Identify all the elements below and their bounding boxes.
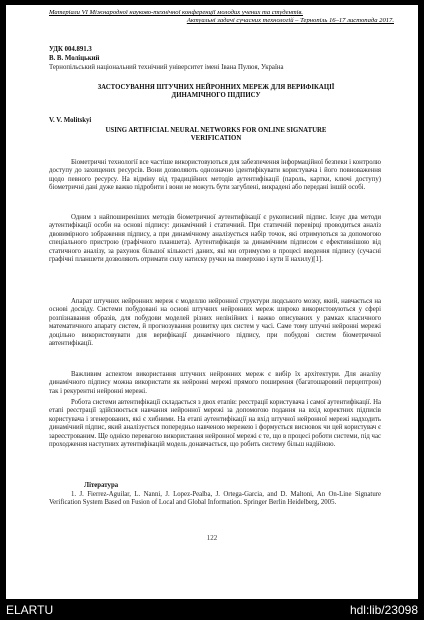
running-header-line1: Матеріали VI Міжнародної науково-технічної конференції молодих учених та студентів. [49,9,303,16]
title-en: USING ARTIFICIAL NEURAL NETWORKS FOR ONLINE SIGNATURE VERIFICATION [105,127,327,143]
footer-bar [0,599,424,620]
paragraph-4: Важливим аспектом використання штучних нейронних мереж є вибір їх архітектури. Для аналізу динамічного підпису можна використати як нейронні мережі прямого поширення (багатошаровий перцептрон) так і рекурентні нейронні мережі. [49,371,381,395]
references-heading: Література [84,482,119,489]
paragraph-3: Апарат штучних нейронних мереж є моделлю нейронної структури людського мозку, який, навчається на основі досвіду. Системи побудовані на основі штучних нейронних мереж широко використовуються у сфері розпізнавання образів, для побудови моделей різних нелінійних і важко описуваних у рамках класичного математичного апарату систем, й прогнозування розвитку цих систем у часі. Саме тому штучні нейронні мережі доцільно використовувати для верифікації динамічного підпису, при побудові систем біометричної автентифікації. [49,298,381,348]
author-en: V. V. Molitskyi [49,117,92,124]
page-number: 122 [206,534,218,542]
title-uk: ЗАСТОСУВАННЯ ШТУЧНИХ НЕЙРОННИХ МЕРЕЖ ДЛЯ ВЕРИФІКАЦІЇ ДИНАМІЧНОГО ПІДПИСУ [97,84,335,100]
affiliation: Тернопільський національний технічний університет імені Івана Пулюя, Україна [49,64,284,71]
author-uk: В. В. Моліцький [49,55,100,62]
footer-handle: hdl:lib/23098 [349,603,418,617]
udc-code: УДК 004.891.3 [49,46,92,53]
running-header-line2: Актуальні задачі сучасних технологій – Тернопіль 16–17 листопада 2017. [186,17,394,24]
footer-repository: ELARTU [6,603,54,617]
paragraph-5: Робота системи автентифікації складається з двох етапів: реєстрації користувача і самої аутентифікації. На етапі реєстрації здійснюється навчання нейронної мережі за допомогою подання на вхід коректних підписів користувача і згенерованих, які є хибними. На етапі аутентифікації на вхід штучної нейронної мережі надходить динамічний підпис, який аналізується попередньо навченою мережею і формується висновок чи цей користувач є зареєстрованим. Ще однією перевагою використання нейронної мережі є те, що в процесі роботи системи, під час проходження наступних аутентифікацій модель донавчається, що робить систему більш надійною. [49,399,381,449]
document-page [6,5,418,599]
reference-1: 1. J. Fierrez-Aguilar, L. Nanni, J. Lopez-Pealba, J. Ortega-Garcia, and D. Maltoni, An On-Line Signature Verification System Based on Fusion of Local and Global Information. Springer Berlin Heidelberg, 2005. [49,491,381,507]
paragraph-1: Біометричні технології все частіше використовуються для забезпечення інформаційної безпеки і контролю доступу до захищених ресурсів. Вони дозволяють однозначно ідентифікувати користувача і його повноваження щодо певного ресурсу. На відміну від традиційних методів аутентифікації (пароль, картки, ключі доступу) біометричні дані дуже важко підробити і вони не можуть бути загублені, викрадені або передані іншій особі. [49,159,381,192]
paragraph-2: Одним з найпоширеніших методів біометричної аутентифікації є рукописний підпис. Існує два методи аутентифікації особи на основі підпису: динамічний і статичний. При статичній перевірці проводиться аналіз двовимірного зображення підпису, а при динамічному аналізується набір точок, які отримуються за допомогою спеціального пристрою (графічного планшета). Аутентифікація за динамічним підписом є ефективнішою від статичного аналізу, за рахунок більшої кількості даних, які ми отримуємо в процесі введення підпису (сучасні графічні планшети дозволяють отримати силу натиску ручки на поверхню і кути її нахилу)[1]. [49,214,381,264]
